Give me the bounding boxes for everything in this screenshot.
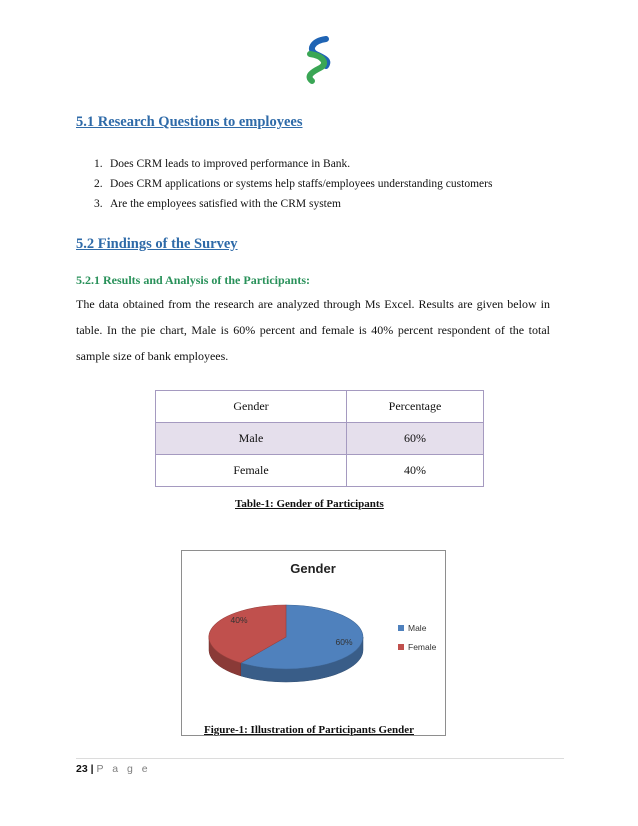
legend-label-male: Male xyxy=(408,623,427,633)
page-footer xyxy=(76,763,151,775)
page-number: 23 xyxy=(76,763,88,775)
table-cell: 40% xyxy=(347,455,484,487)
chart-title: Gender xyxy=(290,561,336,576)
table-row xyxy=(156,455,484,487)
table-cell: 60% xyxy=(347,423,484,455)
figure-caption: Figure-1: Illustration of Participants Gender xyxy=(204,724,414,736)
section-heading-5-2: 5.2 Findings of the Survey xyxy=(76,236,238,252)
bank-logo xyxy=(300,36,336,84)
data-label-male: 60% xyxy=(335,637,353,647)
body-paragraph: The data obtained from the research are analyzed through Ms Excel. Results are given below in table. In the pie chart, Male is 60% percent and female is 40% percent respondent of the total sample size of bank employees. xyxy=(76,297,550,363)
pie-chart-box xyxy=(181,550,446,736)
subsection-heading-5-2-1: 5.2.1 Results and Analysis of the Participants: xyxy=(76,273,311,287)
legend-label-female: Female xyxy=(408,642,437,652)
section-heading-5-1: 5.1 Research Questions to employees xyxy=(76,114,303,130)
table-cell: Male xyxy=(156,423,347,455)
list-item: 3. Are the employees satisfied with the CRM system xyxy=(94,198,341,210)
table-header-percentage: Percentage xyxy=(347,391,484,423)
table-row xyxy=(156,423,484,455)
table-header-gender: Gender xyxy=(156,391,347,423)
table-caption: Table-1: Gender of Participants xyxy=(235,498,384,510)
legend-swatch-female xyxy=(398,644,404,650)
footer-separator: | xyxy=(90,763,94,775)
page-word: P a g e xyxy=(96,763,151,775)
gender-table xyxy=(155,390,484,487)
legend-swatch-male xyxy=(398,625,404,631)
table-header-row xyxy=(156,391,484,423)
research-questions-list xyxy=(94,154,492,214)
pie-chart xyxy=(182,551,445,735)
list-item: 1. Does CRM leads to improved performance in Bank. xyxy=(94,158,351,170)
data-label-female: 40% xyxy=(230,615,248,625)
table-cell: Female xyxy=(156,455,347,487)
list-item: 2. Does CRM applications or systems help staffs/employees understanding customers xyxy=(94,178,493,190)
footer-divider xyxy=(76,758,564,759)
